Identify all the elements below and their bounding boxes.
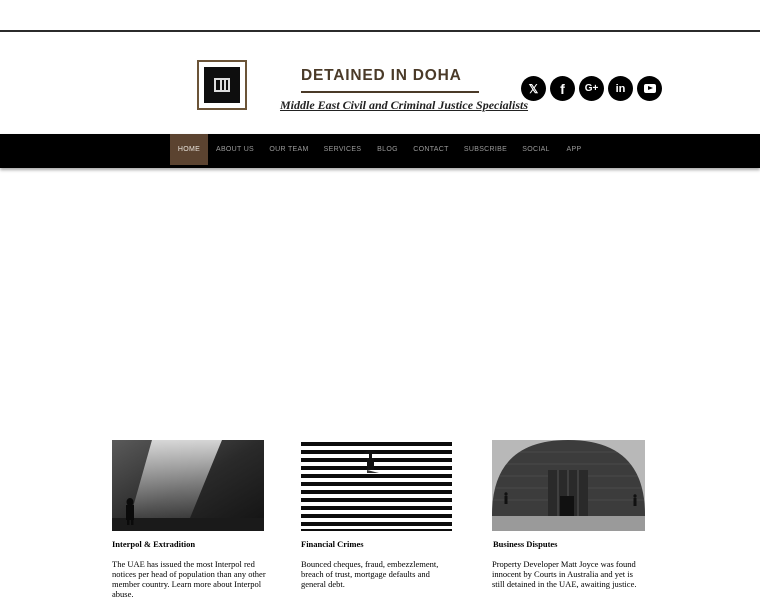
business-card-image[interactable] <box>492 440 645 531</box>
business-card-title[interactable]: Business Disputes <box>493 539 558 549</box>
business-photo <box>492 440 645 531</box>
financial-card-image[interactable] <box>301 440 452 531</box>
facebook-social-button[interactable] <box>550 76 575 101</box>
main-nav <box>0 134 760 168</box>
interpol-card-title[interactable]: Interpol & Extradition <box>112 539 196 549</box>
site-logo[interactable] <box>197 60 247 110</box>
linkedin-icon: in <box>615 82 626 95</box>
google-plus-icon: G+ <box>584 83 599 94</box>
nav-app[interactable]: APP <box>566 146 582 153</box>
site-header <box>0 33 760 134</box>
financial-card-title[interactable]: Financial Crimes <box>301 539 364 549</box>
x-social-button[interactable] <box>521 76 546 101</box>
site-tagline: Middle East Civil and Criminal Justice Specialists <box>280 98 529 112</box>
financial-card-text: Bounced cheques, fraud, embezzlement, breach of trust, mortgage defaults and general debt. <box>301 559 439 589</box>
nav-home[interactable]: HOME <box>170 134 208 165</box>
nav-our-team[interactable]: OUR TEAM <box>269 146 309 153</box>
youtube-icon <box>644 84 656 93</box>
google-plus-social-button[interactable] <box>579 76 604 101</box>
nav-about-us[interactable]: ABOUT US <box>215 146 255 153</box>
x-icon: 𝕏 <box>528 81 539 96</box>
top-strip <box>0 0 760 32</box>
interpol-card-image[interactable] <box>112 440 264 531</box>
nav-subscribe[interactable]: SUBSCRIBE <box>463 146 508 153</box>
nav-services[interactable]: SERVICES <box>323 146 362 153</box>
facebook-icon: f <box>560 80 565 97</box>
youtube-social-button[interactable] <box>637 76 662 101</box>
nav-blog[interactable]: BLOG <box>377 146 398 153</box>
interpol-photo <box>112 440 264 531</box>
site-title[interactable]: DETAINED IN DOHA <box>301 67 462 84</box>
financial-photo <box>301 440 452 531</box>
logo-mark-icon <box>214 78 230 92</box>
interpol-card-text: The UAE has issued the most Interpol red notices per head of population than any other member country. Learn more about Interpol abuse. <box>112 559 266 599</box>
title-underline <box>301 91 479 93</box>
nav-contact[interactable]: CONTACT <box>413 146 449 153</box>
linkedin-social-button[interactable] <box>608 76 633 101</box>
business-card-text: Property Developer Matt Joyce was found innocent by Courts in Australia and yet is still detained in the UAE, awaiting justice. <box>492 559 637 589</box>
nav-social[interactable]: SOCIAL <box>522 146 550 153</box>
logo-inner <box>204 67 240 103</box>
